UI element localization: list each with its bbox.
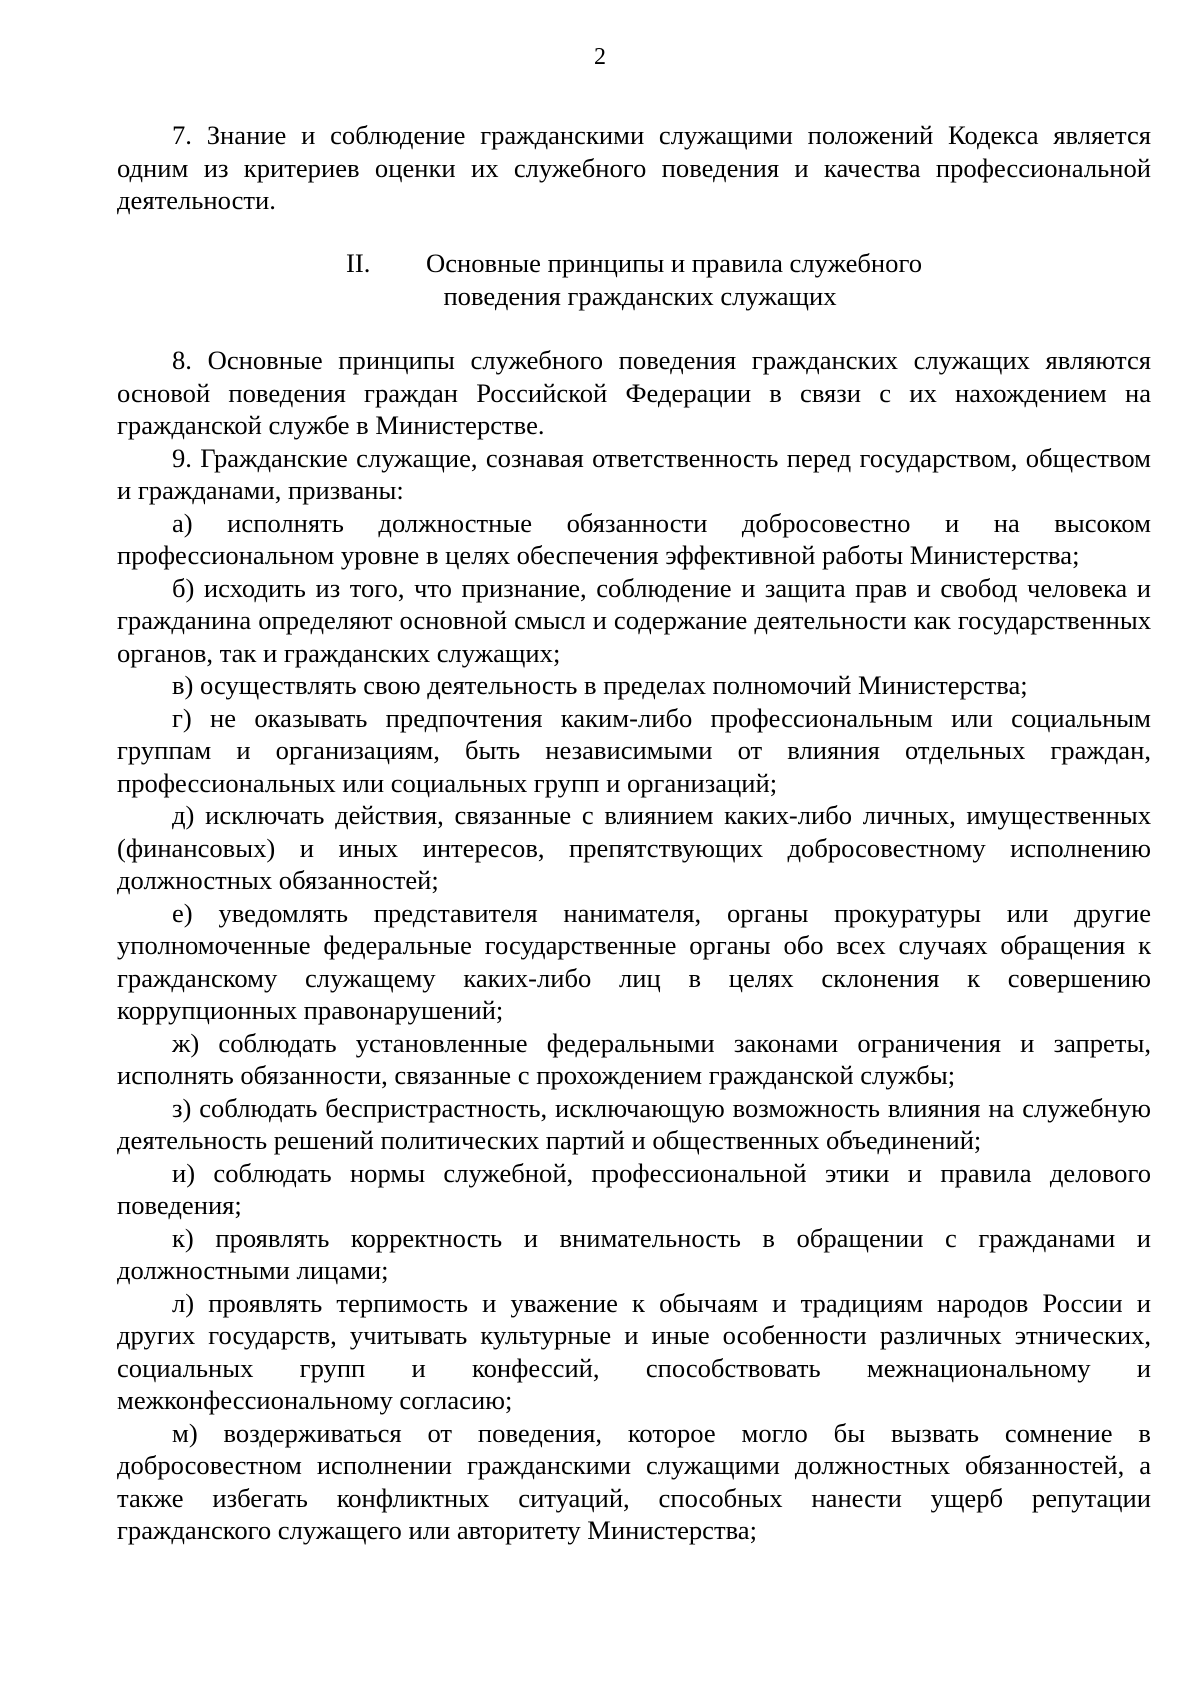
list-item-b: б) исходить из того, что признание, соблюдение и защита прав и свобод человека и гражданина определяют основной смысл и содержание деятельности как государственных органов, так и гражданских служащих; [117,572,1151,668]
section-number: II. [345,248,371,278]
paragraph-7: 7. Знание и соблюдение гражданскими служащими положений Кодекса является одним из критериев оценки их служебного поведения и качества профессиональной деятельности. [117,120,1151,215]
paragraph-8: 8. Основные принципы служебного поведения гражданских служащих являются основой поведения граждан Российской Федерации в связи с их нахождением на гражданской службе в Министерстве. [117,345,1151,440]
page-number: 2 [594,44,606,70]
list-item-i: и) соблюдать нормы служебной, профессиональной этики и правила делового поведения; [117,1157,1151,1220]
list-item-e: е) уведомлять представителя нанимателя, органы прокуратуры или другие уполномоченные федеральные государственные органы обо всех случаях обращения к гражданскому служащему каких-либо лиц в целях склонения к совершению коррупционных правонарушений; [117,897,1151,1025]
list-item-v: в) осуществлять свою деятельность в пределах полномочий Министерства; [172,670,1028,700]
list-item-zh: ж) соблюдать установленные федеральными законами ограничения и запреты, исполнять обязанности, связанные с прохождением гражданской службы; [117,1027,1151,1090]
list-item-a: а) исполнять должностные обязанности добросовестно и на высоком профессиональном уровне в целях обеспечения эффективной работы Министерства; [117,507,1151,570]
list-item-l: л) проявлять терпимость и уважение к обычаям и традициям народов России и других государств, учитывать культурные и иные особенности различных этнических, социальных групп и конфессий, способствовать межнациональному и межконфессиональному согласию; [117,1287,1151,1415]
list-item-z: з) соблюдать беспристрастность, исключающую возможность влияния на служебную деятельность решений политических партий и общественных объединений; [117,1092,1151,1155]
list-item-d: д) исключать действия, связанные с влиянием каких-либо личных, имущественных (финансовых) и иных интересов, препятствующих добросовестному исполнению должностных обязанностей; [117,800,1151,895]
list-item-g: г) не оказывать предпочтения каким-либо профессиональным или социальным группам и организациям, быть независимыми от влияния отдельных граждан, профессиональных или социальных групп и организаций; [117,702,1151,798]
list-item-k: к) проявлять корректность и внимательность в обращении с гражданами и должностными лицами; [117,1222,1151,1285]
section-title-line1: Основные принципы и правила служебного [425,248,923,278]
intro-block [117,119,1151,217]
section-title-line2: поведения гражданских служащих [443,280,837,311]
list-item-m: м) воздерживаться от поведения, которое могло бы вызвать сомнение в добросовестном исполнении гражданскими служащими должностных обязанностей, а также избегать конфликтных ситуаций, способных нанести ущерб репутации гражданского служащего или авторитету Министерства; [117,1417,1151,1545]
section-heading-line1 [117,247,1151,280]
section-heading [117,247,1151,312]
main-text-block [117,344,1151,1547]
paragraph-9: 9. Гражданские служащие, сознавая ответственность перед государством, обществом и гражданами, призваны: [117,442,1151,505]
